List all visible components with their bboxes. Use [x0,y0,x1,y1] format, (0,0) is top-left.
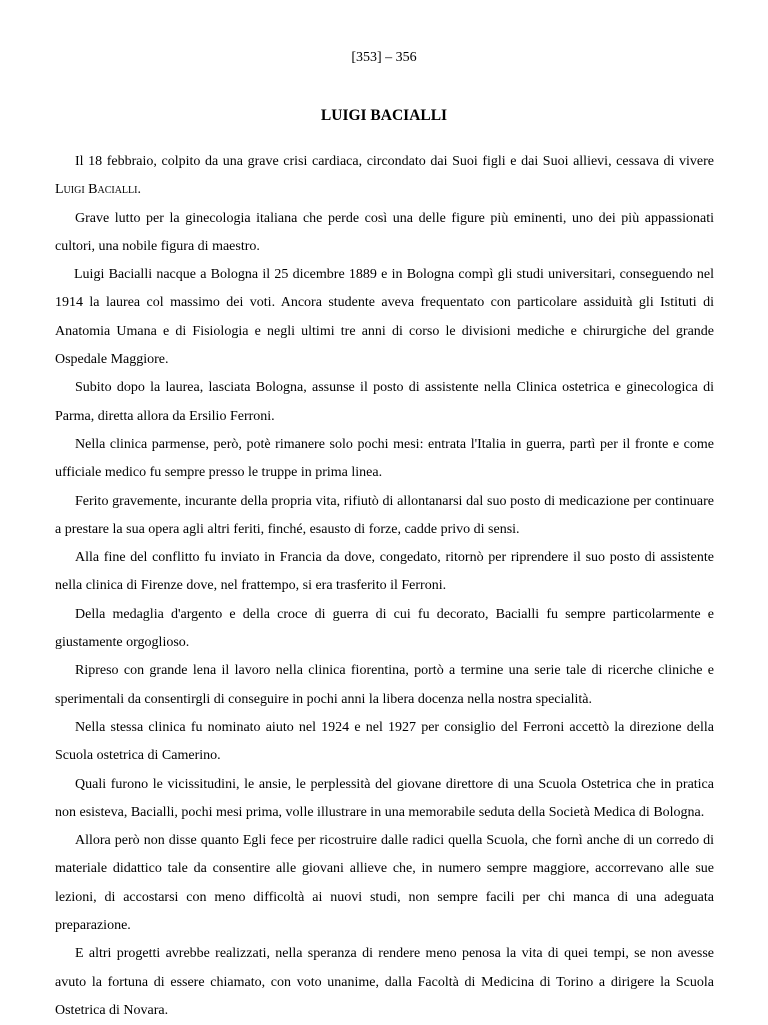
paragraph-3: Luigi Bacialli nacque a Bologna il 25 dicembre 1889 e in Bologna compì gli studi universitari, conseguendo nel 1914 la laurea col massimo dei voti. Ancora studente aveva frequentato con particolare assiduità gli Istituti di Anatomia Umana e di Fisiologia e negli ultimi tre anni di corso le divisioni mediche e chirurgiche del grande Ospedale Maggiore. [55,267,714,368]
subject-name: Luigi Bacialli [55,182,138,198]
paragraph-6: Ferito gravemente, incurante della propria vita, rifiutò di allontanarsi dal suo posto di medicazione per continuare a prestare la sua opera agli altri feriti, finché, esausto di forze, cadde privo di sensi. [55,493,714,537]
paragraph-8: Della medaglia d'argento e della croce di guerra di cui fu decorato, Bacialli fu sempre particolarmente e giustamente orgoglioso. [55,606,714,651]
paragraph-9: Ripreso con grande lena il lavoro nella clinica fiorentina, portò a termine una serie tale di ricerche cliniche e sperimentali da consentirgli di conseguire in pochi anni la libera docenza nella nostra specialità. [55,663,714,707]
paragraph-1-end: . [137,182,141,198]
paragraph-12: Allora però non disse quanto Egli fece per ricostruire dalle radici quella Scuola, che fornì anche di un corredo di materiale didattico tale da consentire alle giovani allieve che, in numero sempre maggiore, accorrevano alle sue lezioni, di accostarsi con meno difficoltà ai nuovi studi, non sempre facili per chi manca di una adeguata preparazione. [55,833,714,934]
paragraph-10: Nella stessa clinica fu nominato aiuto nel 1924 e nel 1927 per consiglio del Ferroni accettò la direzione della Scuola ostetrica di Camerino. [55,719,714,764]
paragraph-5: Nella clinica parmense, però, potè rimanere solo pochi mesi: entrata l'Italia in guerra, partì per il fronte e come ufficiale medico fu sempre presso le truppe in prima linea. [55,436,714,481]
paragraph-1 [55,148,714,205]
page-reference: [353] – 356 [351,50,417,65]
article-body [55,148,714,1025]
paragraph-11: Quali furono le vicissitudini, le ansie, le perplessità del giovane direttore di una Scuola Ostetrica che in pratica non esisteva, Bacialli, pochi mesi prima, volle illustrare in una memorabile seduta della Società Medica di Bologna. [55,776,714,820]
paragraph-7: Alla fine del conflitto fu inviato in Francia da dove, congedato, ritornò per riprendere il suo posto di assistente nella clinica di Firenze dove, nel frattempo, si era trasferito il Ferroni. [55,550,714,594]
article-title: LUIGI BACIALLI [320,107,448,124]
paragraph-4: Subito dopo la laurea, lasciata Bologna, assunse il posto di assistente nella Clinica ostetrica e ginecologica di Parma, diretta allora da Ersilio Ferroni. [55,380,714,424]
paragraph-2: Grave lutto per la ginecologia italiana che perde così una delle figure più eminenti, uno dei più appassionati cultori, una nobile figura di maestro. [55,210,714,254]
paragraph-1-text: Il 18 febbraio, colpito da una grave crisi cardiaca, circondato dai Suoi figli e dai Suoi allievi, cessava di vivere [75,154,714,169]
paragraph-13: E altri progetti avrebbe realizzati, nella speranza di rendere meno penosa la vita di quei tempi, se non avesse avuto la fortuna di essere chiamato, con voto unanime, dalla Facoltà di Medicina di Torino a dirigere la Scuola Ostetrica di Novara. [55,946,714,1018]
